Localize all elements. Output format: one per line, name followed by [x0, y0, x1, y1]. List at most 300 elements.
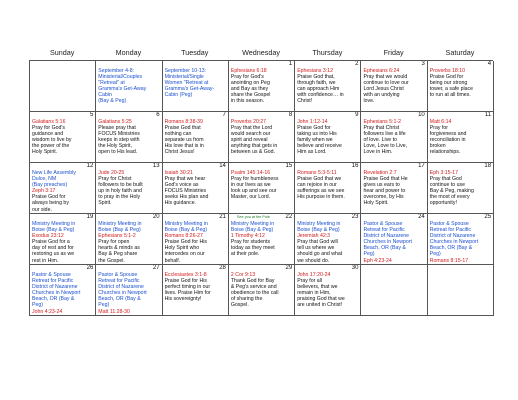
- prayer-text: sufferings as we see: [297, 188, 345, 195]
- prayer-text: Praise God that He: [363, 176, 408, 183]
- prayer-text: in our lives as we: [230, 182, 271, 189]
- day-number: 30: [351, 265, 359, 271]
- scripture-reference: Eph 4:23-24: [363, 257, 392, 264]
- prayer-text: broken: [429, 143, 446, 150]
- day-entry: [430, 119, 491, 156]
- scripture-reference: Ephesians 6:18: [230, 68, 267, 74]
- prayer-text: the most of every: [429, 194, 470, 201]
- calendar-day-cell: [96, 265, 162, 316]
- calendar-day-cell: [295, 214, 361, 265]
- calendar-day-cell: [30, 61, 96, 112]
- event-text: Retreat for Pacific: [363, 227, 405, 234]
- calendar-day-cell: [295, 112, 361, 163]
- calendar-day-cell: [163, 112, 229, 163]
- event-text: Ministry Meeting in: [164, 221, 208, 227]
- event-text: Boise (Bay & Peg): [32, 227, 75, 234]
- day-entry: [297, 272, 358, 309]
- prayer-text: at their pole.: [230, 251, 260, 258]
- event-text: Churches in Newport: [32, 290, 81, 297]
- event-text: Churches in Newport: [363, 239, 412, 246]
- prayer-text: always being by: [32, 200, 69, 207]
- weekday-saturday: Saturday: [445, 48, 475, 57]
- event-text: Peg): [32, 302, 43, 309]
- calendar-day-cell: [30, 163, 96, 214]
- prayer-text: His guidance.: [164, 200, 197, 207]
- event-text: Peg): [429, 251, 441, 258]
- prayer-text: FOCUS Ministries: [164, 188, 207, 195]
- calendar-day-cell: [295, 61, 361, 112]
- event-text: Pastor & Spouse: [32, 272, 71, 278]
- day-number: 5: [89, 112, 94, 118]
- day-number: 3: [421, 61, 425, 67]
- event-text: Retreat for Pacific: [32, 278, 74, 285]
- prayer-text: spirit and reveal: [230, 137, 268, 144]
- calendar-day-cell: [361, 163, 427, 214]
- calendar-day-cell: [30, 265, 96, 316]
- day-number: 11: [484, 112, 492, 118]
- prayer-text: Pray for: [429, 125, 448, 132]
- prayer-text: Pray for humbleness: [230, 176, 279, 183]
- day-entry: [297, 170, 358, 200]
- prayer-text: Pray for open: [98, 239, 130, 246]
- scripture-reference: Romans 5:3-5:11: [297, 170, 337, 176]
- prayer-text: Praise God for a: [32, 239, 70, 246]
- day-entry: [430, 170, 491, 207]
- prayer-text: Please pray that: [98, 125, 136, 132]
- prayer-text: gives us ears to: [363, 182, 400, 189]
- day-entry: [231, 119, 292, 156]
- prayer-text: Christ!: [297, 98, 313, 105]
- prayer-text: are united in Christ!: [297, 302, 343, 309]
- event-text: District of Nazarene: [32, 284, 78, 291]
- prayer-text: the power of the: [32, 143, 70, 150]
- scripture-reference: Isaiah 30:21: [164, 170, 193, 176]
- prayer-text: seeks His plan and: [164, 194, 209, 201]
- prayer-text: can rejoice in our: [297, 182, 337, 189]
- event-text: Boise (Bay & Peg): [297, 227, 340, 234]
- scripture-reference: Romans 8:38-39: [164, 119, 203, 125]
- calendar-day-cell: [96, 61, 162, 112]
- day-number: 8: [288, 112, 293, 118]
- day-entry: [165, 119, 226, 156]
- prayer-text: FOCUS Ministries: [98, 131, 140, 138]
- prayer-text: Pray for students: [230, 239, 271, 246]
- day-entry: [231, 221, 292, 258]
- day-entry: [430, 221, 491, 264]
- prayer-text: open to His lead.: [98, 149, 138, 156]
- day-entry: [165, 221, 226, 264]
- event-text: Peg): [98, 302, 110, 309]
- prayer-text: behalf.: [164, 257, 181, 264]
- scripture-reference: Ephesians 6:24: [363, 68, 400, 74]
- calendar-day-cell: [96, 214, 162, 265]
- day-entry: [231, 68, 292, 105]
- prayer-text: can approach Him: [297, 86, 340, 93]
- weekday-thursday: Thursday: [312, 48, 343, 57]
- prayer-text: tell us where we: [297, 245, 335, 252]
- prayer-text: should go and what: [297, 251, 343, 258]
- scripture-reference: Psalm 145:14-16: [230, 170, 271, 176]
- prayer-text: between us & God.: [230, 149, 276, 156]
- calendar-day-cell: [229, 61, 295, 112]
- prayer-text: relationships.: [429, 149, 461, 156]
- day-number: 27: [152, 265, 160, 271]
- prayer-text: His purpose in them.: [297, 194, 345, 201]
- event-text: Beach, OR (Bay &: [98, 296, 141, 303]
- prayer-text: remain in Him,: [297, 290, 331, 297]
- day-number: 22: [285, 214, 293, 220]
- day-entry: [363, 170, 424, 207]
- event-text: Ministry Meeting in: [32, 221, 76, 227]
- event-text: Pastor & Spouse: [363, 221, 403, 227]
- event-text: Ministerial/Couples: [98, 74, 143, 81]
- day-entry: [231, 272, 292, 309]
- calendar-day-cell: [30, 214, 96, 265]
- event-text: Cabin (Peg): [164, 92, 193, 99]
- day-entry: [363, 68, 424, 105]
- prayer-text: today as they meet: [230, 245, 275, 252]
- day-entry: [98, 170, 159, 207]
- prayer-text: Holy Spirit who: [164, 245, 200, 252]
- prayer-text: Pray for all: [297, 278, 322, 285]
- event-text: Beach, OR (Bay &: [363, 245, 406, 252]
- day-entry: [98, 119, 159, 156]
- event-text: Churches in Newport: [429, 239, 479, 246]
- calendar-day-cell: [361, 214, 427, 265]
- day-entry: [98, 68, 159, 105]
- day-number: 21: [219, 214, 226, 220]
- day-number: 25: [484, 214, 492, 220]
- event-text: Beach, OR (Bay &: [429, 245, 473, 252]
- day-entry: [32, 272, 93, 315]
- prayer-text: His sovereignty!: [164, 296, 202, 303]
- calendar-day-cell: [163, 214, 229, 265]
- prayer-text: Lord Jesus Christ: [363, 86, 404, 93]
- scripture-reference: Ephesians 5:1-2: [363, 119, 401, 125]
- prayer-text: followers to be built: [98, 182, 143, 189]
- event-text: September 10-13:: [164, 68, 207, 74]
- prayer-text: guidance and: [32, 131, 64, 138]
- prayer-text: share the Gospel: [230, 92, 271, 99]
- event-text: Retreat for Pacific: [98, 278, 140, 285]
- prayer-text: Thank God for Bay: [230, 278, 275, 285]
- scripture-reference: Ephesians 5:1-2: [98, 233, 136, 240]
- day-entry: [430, 68, 491, 98]
- event-text: Cabin: [98, 92, 112, 99]
- prayer-text: Praise God that we: [297, 176, 342, 183]
- day-entry: [165, 68, 226, 98]
- calendar-day-cell: [361, 61, 427, 112]
- prayer-text: His love that is in: [164, 143, 204, 150]
- weekday-sunday: Sunday: [49, 48, 75, 57]
- calendar-day-cell: [163, 61, 229, 112]
- prayer-text: Holy Spirit.: [32, 149, 58, 156]
- scripture-reference: John 17:20-24: [297, 272, 331, 278]
- prayer-text: our side.: [32, 206, 52, 213]
- prayer-text: through faith, we: [297, 80, 336, 87]
- scripture-reference: Proverbs 20:27: [230, 119, 267, 125]
- day-entry: [165, 272, 226, 302]
- prayer-text: Love in Him.: [363, 149, 393, 156]
- prayer-text: Christ Jesus!: [164, 149, 195, 156]
- day-number: 26: [86, 265, 94, 271]
- prayer-text: rest in Him.: [32, 257, 59, 264]
- calendar-day-cell: [295, 163, 361, 214]
- calendar-day-cell: [428, 265, 494, 316]
- calendar-day-cell: [295, 265, 361, 316]
- scripture-reference: Exodus 23:12: [32, 233, 64, 240]
- prayer-text: with an undying: [363, 92, 400, 99]
- prayer-text: hearts & minds as: [98, 245, 140, 252]
- day-number: 28: [219, 265, 226, 271]
- prayer-text: continue to use: [429, 182, 465, 189]
- event-note: See you at the Pole: [236, 215, 271, 219]
- prayer-text: Bay & Peg, making: [429, 188, 474, 195]
- event-text: (Bay preaches): [32, 182, 68, 189]
- event-text: September 4-8:: [98, 68, 135, 74]
- scripture-reference: John 1:12-14: [297, 119, 328, 125]
- day-number: 13: [152, 163, 160, 169]
- day-number: 9: [355, 112, 359, 118]
- prayer-text: would search our: [230, 131, 271, 138]
- prayer-text: restoring us as we: [32, 251, 75, 258]
- day-number: 2: [355, 61, 359, 67]
- prayer-text: taking us into His: [297, 131, 337, 138]
- calendar-day-cell: [229, 163, 295, 214]
- day-number: 4: [487, 61, 492, 67]
- event-text: Ministerial/Single: [164, 74, 204, 81]
- calendar-day-cell: [229, 112, 295, 163]
- day-entry: [363, 221, 424, 264]
- prayer-text: Gospel.: [230, 302, 249, 309]
- calendar-day-cell: [96, 112, 162, 163]
- event-text: Gramma's Get-Away: [98, 86, 147, 93]
- prayer-text: up in holy faith and: [98, 188, 142, 195]
- prayer-text: with confidence… in: [297, 92, 344, 99]
- scripture-reference: Ephesians 3:12: [297, 68, 333, 74]
- prayer-text: followers live a life: [363, 131, 406, 138]
- event-text: Boise (Bay & Peg): [230, 227, 274, 234]
- scripture-reference: Romans 8:15-17: [429, 257, 469, 264]
- day-number: 6: [156, 112, 160, 118]
- prayer-text: Praise God for: [297, 125, 331, 132]
- event-text: Gramma's Get-Away-: [164, 86, 215, 93]
- prayer-text: keeps in step with: [98, 137, 140, 144]
- scripture-reference: Romans 8:26-27: [164, 233, 203, 240]
- day-entry: [297, 68, 358, 105]
- scripture-reference: Galatians 5:16: [32, 119, 66, 125]
- day-entry: [32, 119, 93, 156]
- prayer-text: separate us from: [164, 137, 204, 144]
- day-entry: [98, 221, 159, 264]
- event-text: New Life Assembly: [32, 170, 76, 176]
- calendar-day-cell: [361, 112, 427, 163]
- scripture-reference: Matt 6:14: [429, 119, 452, 125]
- prayer-text: the Gospel.: [98, 257, 125, 264]
- calendar-day-cell: [428, 163, 494, 214]
- event-text: Beach, OR (Bay &: [32, 296, 75, 303]
- prayer-text: to run at all times.: [429, 92, 471, 99]
- event-text: Churches in Newport: [98, 290, 147, 297]
- scripture-reference: John 4:23-24: [32, 308, 63, 315]
- prayer-text: Pray for Christ: [98, 176, 132, 183]
- scripture-reference: Proverbs 18:10: [429, 68, 465, 74]
- day-entry: [231, 170, 292, 200]
- prayer-text: wisdom to live by: [32, 137, 72, 144]
- prayer-text: Bay & Peg share: [98, 251, 138, 258]
- prayer-text: God's voice as: [164, 182, 199, 189]
- day-number: 12: [86, 163, 94, 169]
- prayer-text: Pray that God will: [297, 239, 338, 246]
- day-number: 14: [219, 163, 226, 169]
- event-text: Boise (Bay & Peg): [98, 227, 141, 234]
- event-text: "Retreat" at: [98, 80, 125, 87]
- prayer-text: praising God that we: [297, 296, 345, 303]
- day-entry: [32, 221, 93, 264]
- day-number: 17: [418, 163, 425, 169]
- prayer-text: perfect timing in our: [164, 284, 211, 291]
- day-number: 10: [418, 112, 425, 118]
- scripture-reference: 1 Timothy 4:12: [230, 233, 265, 240]
- prayer-text: we should do.: [297, 257, 330, 264]
- prayer-text: Praise God that,: [297, 74, 335, 81]
- event-text: District of Nazarene: [98, 284, 144, 291]
- calendar-day-cell: [428, 214, 494, 265]
- prayer-text: day of rest and for: [32, 245, 74, 252]
- event-text: Women "Retreat at: [164, 80, 209, 87]
- day-number: 16: [351, 163, 359, 169]
- day-entry: [363, 119, 424, 156]
- day-number: 15: [285, 163, 293, 169]
- day-number: 29: [285, 265, 293, 271]
- prayer-text: in this season.: [230, 98, 265, 105]
- weekday-tuesday: Tuesday: [181, 48, 209, 57]
- prayer-text: opportunity!: [429, 200, 457, 207]
- prayer-text: to pray in the Holy: [98, 194, 141, 201]
- prayer-text: look up and see our: [230, 188, 277, 195]
- calendar-day-cell: [163, 265, 229, 316]
- weekday-wednesday: Wednesday: [242, 48, 280, 57]
- prayer-text: continue to love our: [363, 80, 409, 87]
- weekday-header: [29, 46, 493, 60]
- prayer-text: believers, that we: [297, 284, 338, 291]
- scripture-reference: Jude 20-25: [98, 170, 125, 176]
- calendar-day-cell: [96, 163, 162, 214]
- prayer-text: lives. Praise Him for: [164, 290, 211, 297]
- day-number: 23: [351, 214, 359, 220]
- calendar-day-cell: [428, 61, 494, 112]
- event-text: District of Nazarene: [363, 233, 410, 240]
- day-number: 18: [484, 163, 492, 169]
- prayer-text: Praise God for: [429, 74, 464, 81]
- scripture-reference: Revelation 2:7: [363, 170, 397, 176]
- scripture-reference: Ecclesiastes 3:1-8: [164, 272, 207, 278]
- scripture-reference: Eph 3:15-17: [429, 170, 459, 176]
- weekday-friday: Friday: [383, 48, 404, 57]
- event-text: Ministry Meeting in: [297, 221, 341, 227]
- prayer-calendar: [29, 46, 493, 316]
- event-text: Boise (Bay & Peg): [164, 227, 207, 234]
- prayer-text: Holy Spirit.: [363, 200, 389, 207]
- event-text: Pastor & Spouse: [429, 221, 469, 227]
- scripture-reference: 2 Cor 9:13: [230, 272, 256, 278]
- prayer-text: Praise God that: [164, 125, 201, 132]
- prayer-text: Love, Love to Live,: [363, 143, 408, 150]
- day-entry: [165, 170, 226, 207]
- event-text: Peg): [363, 251, 375, 258]
- prayer-text: nothing can: [164, 131, 192, 138]
- day-entry: [297, 221, 358, 264]
- day-entry: [297, 119, 358, 156]
- day-entry: [32, 170, 93, 213]
- scripture-reference: Zeph 3:17: [32, 188, 56, 195]
- prayer-text: believe and receive: [297, 143, 342, 150]
- prayer-text: obedience to the call: [230, 290, 279, 297]
- prayer-text: forgiveness and: [429, 131, 467, 138]
- calendar-day-cell: [229, 214, 295, 265]
- calendar-day-cell: [428, 112, 494, 163]
- prayer-text: Pray that we would: [363, 74, 408, 81]
- weekday-monday: Monday: [115, 48, 142, 57]
- day-number: 24: [418, 214, 425, 220]
- prayer-text: Him as Lord.: [297, 149, 327, 156]
- prayer-text: love.: [363, 98, 375, 105]
- prayer-text: the Holy Spirit,: [98, 143, 133, 150]
- prayer-text: Pray that God: [429, 176, 462, 183]
- event-text: District of Nazarene: [429, 233, 476, 240]
- prayer-text: Pray for God's: [32, 125, 65, 132]
- prayer-text: Pray that the Lord: [230, 125, 273, 132]
- prayer-text: Praise God for His: [164, 239, 207, 246]
- prayer-text: tower, a safe place: [429, 86, 474, 93]
- scripture-reference: Matt 11:28-30: [98, 308, 130, 315]
- event-text: Retreat for Pacific: [429, 227, 472, 234]
- prayer-text: Praise God for: [32, 194, 66, 201]
- prayer-text: family when we: [297, 137, 333, 144]
- day-entry: [98, 272, 159, 315]
- event-text: Ministry Meeting in: [98, 221, 142, 227]
- day-number: 7: [222, 112, 226, 118]
- prayer-text: Pray that Christ: [363, 125, 400, 132]
- prayer-text: anointing on Peg: [230, 80, 270, 87]
- prayer-text: anything that gets in: [230, 143, 278, 150]
- scripture-reference: Jeremiah 42:3: [297, 233, 331, 240]
- calendar-grid: [29, 60, 493, 316]
- prayer-text: of love. Live to: [363, 137, 397, 144]
- prayer-text: being our strong: [429, 80, 468, 87]
- calendar-day-cell: [163, 163, 229, 214]
- prayer-text: Pray that we hear: [164, 176, 206, 183]
- prayer-text: Pray for God's: [230, 74, 264, 81]
- day-number: 19: [86, 214, 94, 220]
- prayer-text: and Bay as they: [230, 86, 269, 93]
- prayer-text: Master, our Lord.: [230, 194, 271, 201]
- event-text: Dulce, NM: [32, 176, 57, 183]
- prayer-text: & Peg's service and: [230, 284, 277, 291]
- event-text: Ministry Meeting in: [230, 221, 275, 227]
- prayer-text: Praise God for His: [164, 278, 207, 285]
- prayer-text: overcome, by His: [363, 194, 404, 201]
- event-text: (Bay & Peg): [98, 98, 127, 105]
- calendar-day-cell: [229, 265, 295, 316]
- day-number: 1: [288, 61, 293, 67]
- prayer-text: of sharing the: [230, 296, 263, 303]
- prayer-text: hear and power to: [363, 188, 406, 195]
- prayer-text: Spirit.: [98, 200, 112, 207]
- calendar-day-cell: [30, 112, 96, 163]
- scripture-reference: Galatians 5:25: [98, 119, 132, 125]
- calendar-day-cell: [361, 265, 427, 316]
